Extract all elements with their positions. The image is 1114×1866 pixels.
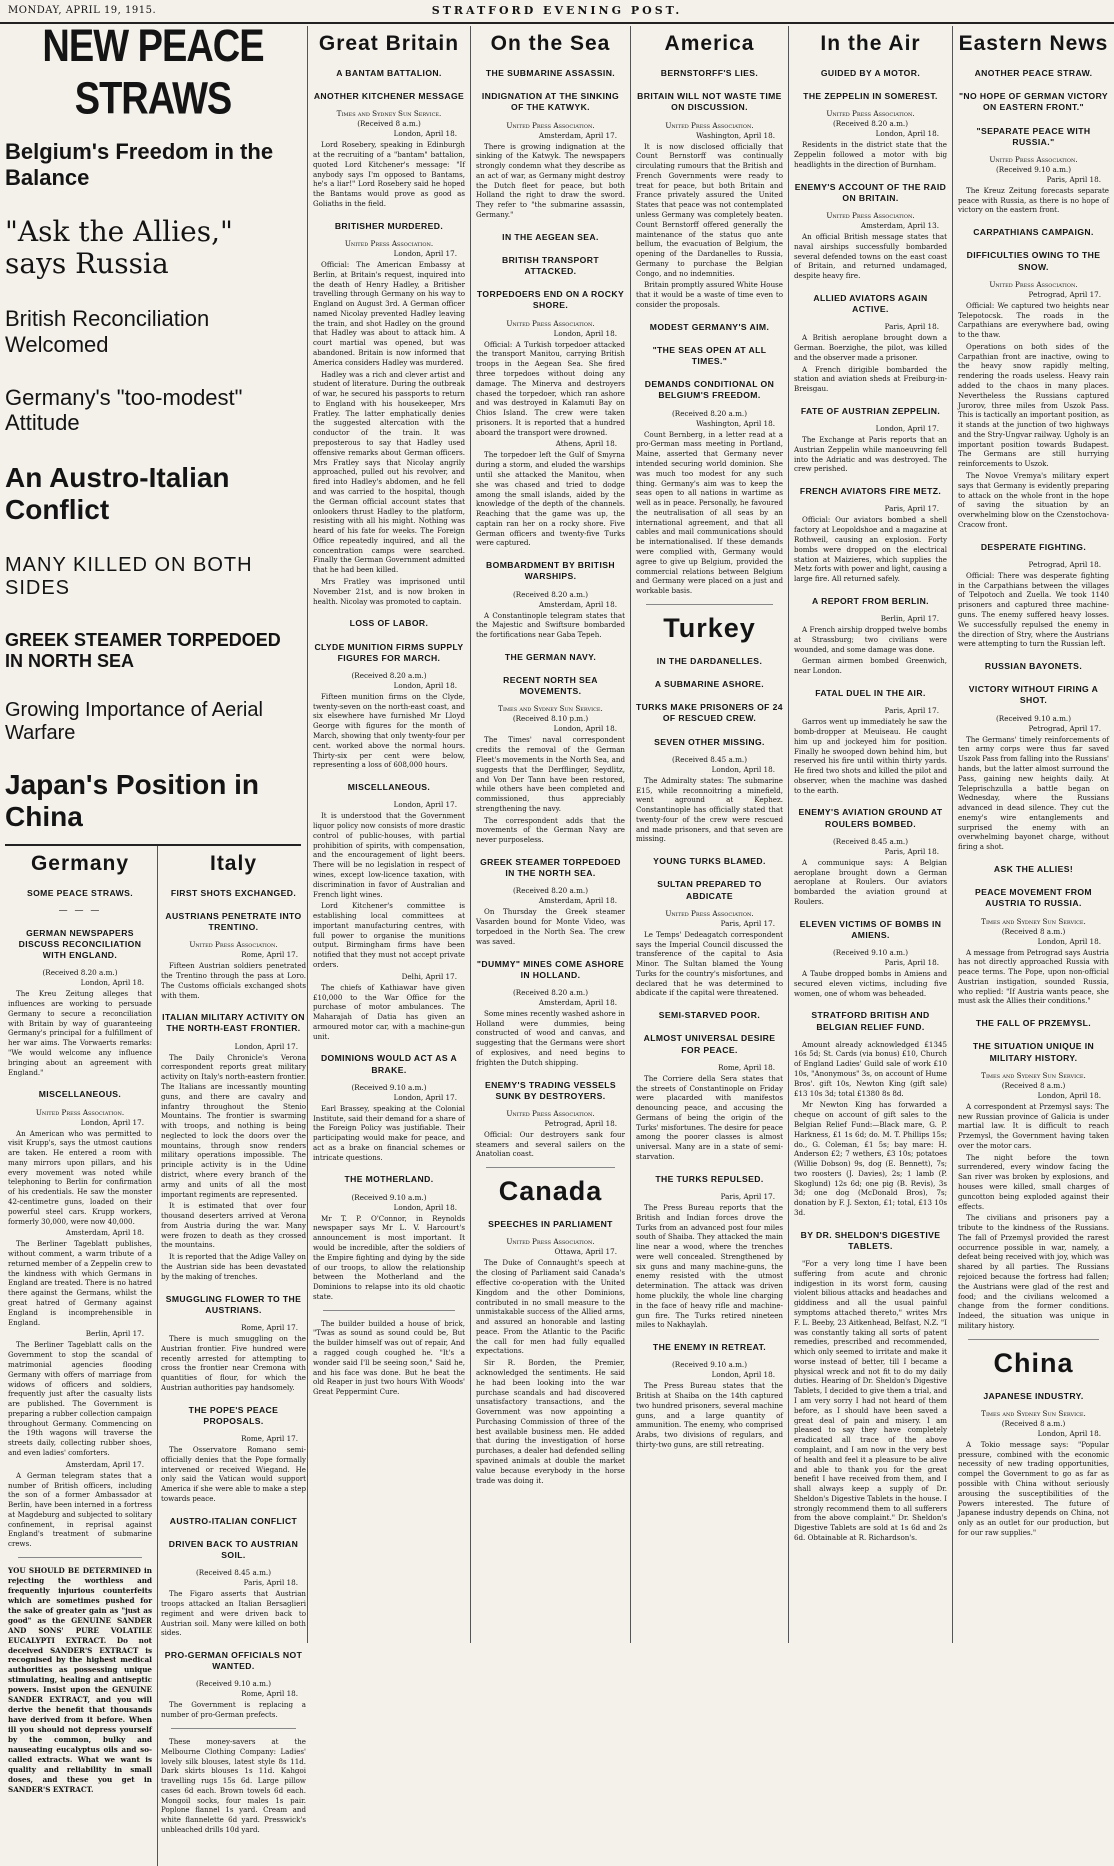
article-heading: THE TURKS REPULSED. bbox=[655, 1173, 764, 1184]
article-heading: LOSS OF LABOR. bbox=[349, 618, 429, 629]
agency-credit: United Press Association. bbox=[665, 908, 754, 918]
article-text: The Osservatore Romano semi-officially denies that the Pope formally intervened or received Wiegand. He only said the Vatican would support America if she were able to make a step towards peace. bbox=[161, 1444, 306, 1503]
dateline: Paris, April 18. bbox=[884, 846, 939, 856]
dateline: Rome, April 17. bbox=[241, 1322, 298, 1332]
received-time: (Received 9.10 a.m.) bbox=[995, 713, 1071, 723]
article-text: A French airship dropped twelve bombs at Strassburg; two civilians were wounded, and some damage was done. bbox=[794, 625, 947, 654]
dateline: Petrograd, April 17. bbox=[1028, 723, 1101, 733]
headline-main: NEW PEACE STRAWS bbox=[42, 21, 264, 125]
dateline: Amsterdam, April 18. bbox=[65, 1228, 144, 1238]
rule bbox=[171, 1728, 296, 1729]
agency-credit: Times and Sydney Sun Service. bbox=[981, 916, 1086, 926]
received-time: (Received 8.45 a.m.) bbox=[832, 836, 908, 846]
dateline: London, April 17. bbox=[875, 424, 939, 434]
article-text: The Corriere della Sera states that the streets of Constantinople on Friday were placarded with manifestos denouncing peace, and accusing the Germans of being the origin of the Turks' misfortunes. The desire for peace among the poorer classes is almost universal. Many are in a state of semi-starvation. bbox=[636, 1073, 783, 1162]
dateline: London, April 17. bbox=[234, 1041, 298, 1051]
section-caption-america: America bbox=[664, 32, 755, 55]
headline-belgium: Belgium's Freedom in the Balance bbox=[5, 139, 274, 190]
article-heading: JAPANESE INDUSTRY. bbox=[983, 1390, 1084, 1401]
article-heading: IN THE DARDANELLES. bbox=[656, 655, 763, 666]
article-text: Garros went up immediately he saw the bomb-dropper at Meuiseau. He caught him up and jockeyed him for position. Finally he swooped down behind him, but reserved his fire until within thirty yards. He fired two shots and killed the pilot and observer, when the machine was dashed to the earth. bbox=[794, 717, 947, 795]
article-text: A Constantinople telegram states that the Majestic and Swiftsure bombarded the fortifications near Gaba Tepeh. bbox=[476, 610, 625, 640]
headline-many-killed: MANY KILLED ON BOTH SIDES bbox=[5, 553, 253, 599]
article-heading: IN THE AEGEAN SEA. bbox=[502, 231, 599, 242]
in-the-air-column bbox=[788, 26, 952, 1643]
received-time: (Received 8.20 a.m.) bbox=[351, 670, 427, 680]
received-time: (Received 9.10 a.m.) bbox=[995, 164, 1071, 174]
article-text: It is now disclosed officially that Count Bernstorff was continually circulating rumours that the British and French Governments were ready to treat for peace, but both Britain and France privately assured the United States that peace was not contemplated unless Germany was completely beaten. Count Bernstorff offered generally the maintenance of the status quo ante bellum, the evacuation of Belgium, the opening of the Dardanelles to Russia, Germany to purchase the Belgian Congo, and no indemnities. bbox=[636, 141, 783, 278]
article-text: The Berliner Tageblatt calls on the Government to stop the scandal of matrimonial agencies flooding Germany with offers of marriage from widows of officers and soldiers, frequently just after the casualty lists are published. The Government is preparing a rubber collection campaign throughout Germany. Commencing on the 19th wagons will traverse the streets daily, collecting rubber shoes, and even ladies' comforters. bbox=[8, 1340, 152, 1457]
article-text: The chiefs of Kathiawar have given £10,000 to the War Office for the purchase of motor ambulances. The Maharajah of Datia has given an armoured motor car, with a machine-gun unit. bbox=[313, 982, 465, 1041]
article-heading: BRITAIN WILL NOT WASTE TIME ON DISCUSSION. bbox=[637, 91, 782, 113]
article-text: Earl Brassey, speaking at the Colonial Institute, said their demand for a share of the Foreign Policy was justifiable. Their participating would make for peace, and act as a brake on financial schemes or intricate questions. bbox=[313, 1103, 465, 1162]
article-heading: STRATFORD BRITISH AND BELGIAN RELIEF FUND. bbox=[811, 1010, 930, 1032]
article-text: The Novoe Vremya's military expert says that Germany is evidently preparing to attack on the whole front in the hope of saving the situation by an overwhelming blow on the Czenstochova-Cracow front. bbox=[958, 471, 1109, 529]
received-time: (Received 8 a.m.) bbox=[1001, 926, 1066, 936]
article-text: The Press Bureau states that the British at Shaiba on the 14th captured two hundred prisoners, several machine guns, and a large quantity of ammunition. The enemy, who comprised Arabs, two divisions of regulars, and thirty-two guns, are still retreating. bbox=[636, 1381, 783, 1449]
article-heading: MISCELLANEOUS. bbox=[347, 782, 431, 793]
article-heading: DRIVEN BACK TO AUSTRIAN SOIL. bbox=[168, 1538, 299, 1561]
dateline: Amsterdam, April 18. bbox=[538, 997, 617, 1007]
article-heading: TURKS MAKE PRISONERS OF 24 OF RESCUED CREW. bbox=[636, 702, 783, 724]
advertisement-text: The builder builded a house of brick, "Twas as sound as sound could be, But the builder himself was out of repair, And a ragged cough coughed he. "It's a wonder said I'll be seeing soon," Said he, and his face was done. But he beat the old Reaper in just two hours With Woods' Great Peppermint Cure. bbox=[313, 1318, 465, 1397]
advertisement-text: These money-savers at the Melbourne Clothing Company: Ladies' lovely silk blouses, latest style 8s 11d. Dark skirts blouses 1s 11d. Kahgoi travelling rugs 15s 6d. Large pillow cases 6d each. Brown towels 6d each. Mongoil socks, four males 1s pair. Poplone flannel 1s yard. Cream and white flannelette 6d yard. Presswick's unbleached drills 10d yard. bbox=[161, 1737, 306, 1835]
article-text: The night before the town surrendered, every window facing the San river was broken by explosions, and houses were killed, small charges of guncotton being exploded against their effects. bbox=[958, 1152, 1109, 1211]
received-time: (Received 8.45 a.m.) bbox=[671, 754, 747, 764]
article-text: Mrs Fratley was imprisoned until November 21st, and is now broken in health. Nicolay was promoted to captain. bbox=[313, 576, 465, 606]
dateline: London, April 18. bbox=[711, 1370, 775, 1380]
issue-date: MONDAY, APRIL 19, 1915. bbox=[8, 5, 157, 16]
dateline: London, April 18. bbox=[875, 129, 939, 139]
article-heading: AUSTRO-ITALIAN CONFLICT bbox=[169, 1515, 298, 1526]
dateline: London, April 18. bbox=[711, 764, 775, 774]
agency-credit: United Press Association. bbox=[989, 154, 1078, 164]
advertisement-text: YOU SHOULD BE DETERMINED in rejecting the worthless and frequently injurious counterfeits which are sometimes pushed for the sake of greater gain as "just as good" as the GENUINE SANDER AND SONS' PURE VOLATILE EUCALYPTI EXTRACT. Do not deceived SANDER'S EXTRACT is recognised by the highest medical authorities as possessing unique stimulating, healing and antiseptic powers. Insist upon the GENUINE SANDER EXTRACT, and you will derive the benefit that thousands have derived from it before. When ill you should not depress yourself by the common, bulky and nauseating eucalyptus oils and so-called extracts. What we want is quality and reliability in small doses, and these you get in SANDER'S EXTRACT. bbox=[8, 1566, 152, 1794]
received-time: (Received 8 a.m.) bbox=[357, 119, 421, 129]
article-text: A correspondent at Przemysl says: The new Russian province of Galicia is under martial law. It is difficult to reach Przemysl, the Government having taken over the motor cars. bbox=[958, 1101, 1109, 1150]
article-heading: RUSSIAN BAYONETS. bbox=[984, 661, 1083, 672]
article-heading: ENEMY'S TRADING VESSELS SUNK BY DESTROYERS. bbox=[484, 1079, 617, 1101]
received-time: (Received 9.10 a.m.) bbox=[195, 1679, 271, 1689]
article-text: The Germans' timely reinforcements of ten army corps were thus far saved Uszok Pass from falling into the Russians' hands, but the latter almost surround the Pass, gaining new heights daily. At Teleprischzulla a battle began on Wednesday, where the Russians advanced in dead silence. They cut the enemy's wire entanglements and surprised the enemy with an overwhelming bayonet charge, without firing a shot. bbox=[958, 734, 1109, 852]
article-text: A British aeroplane brought down a German. Boerzighe, the pilot, was killed and the observer made a prisoner. bbox=[794, 333, 947, 362]
article-text: Mr Newton King has forwarded a cheque on account of gift sales to the Belgian Relief Fund:—Black mare, G. P. Harkness, £1 1s 6d; do. M. T. Phillips 15s; do., G. Coleman, £1 5s; bay mare: H. Anderson £2; 7 wethers, £3 10s; potatoes (Willie Dobson) 9s, dog (E. Bennett), 7s; two roosters (J. Davies), 2s; 1 lamb (P. Skoglund) 12s 6d; one pig (B. Revis), 3s 3d; one dog (McDonald Bros), 7s; donation by F. J. Sexton, £1; total, £13 10s 3d. bbox=[794, 1100, 947, 1217]
dateline: London, April 18. bbox=[553, 328, 617, 338]
rule bbox=[646, 604, 773, 605]
dateline: London, April 18. bbox=[1037, 936, 1101, 946]
received-time: (Received 8.10 p.m.) bbox=[512, 714, 589, 724]
dateline: Amsterdam, April 13. bbox=[860, 221, 939, 231]
agency-credit: United Press Association. bbox=[826, 109, 915, 119]
article-heading: BY DR. SHELDON'S DIGESTIVE TABLETS. bbox=[800, 1229, 941, 1251]
article-text: The correspondent adds that the movements of the German Navy are never purposeless. bbox=[476, 815, 625, 845]
article-text: Count Bernberg, in a letter read at a pro-German mass meeting in Portland, Maine, asserted that Germany never intended securing world dominion. She was much too modest for any such thing. Germany's aim was to keep the seas open to all nations in wartime as well as in peace. Personally, he favoured the neutralisation of all seas by an international agreement, and that all cables and mail communications should be internationalised. If these demands were complied with, Germany would agree to give up Belgium, provided the commercial relations between Belgium and Germany were placed on a just and workable basis. bbox=[636, 429, 783, 596]
article-heading: ALLIED AVIATORS AGAIN ACTIVE. bbox=[813, 292, 928, 315]
article-text: A Tokio message says: "Popular pressure, combined with the economic necessity of new trading opportunities, compel the Government to go as far as possible with China without seriously arousing the susceptibilities of the Powers interested. The future of Japanese industry depends on China, not only as an outlet for our production, but for our raw supplies." bbox=[958, 1439, 1109, 1537]
article-text: Fifteen munition firms on the Clyde, twenty-seven on the north-east coast, and six elsewhere have furnished Mr Lloyd George with figures for the month of March, showing that only twenty-four per cent. worked above the normal hours. Thirty-six per cent were below, representing a loss of 608,000 hours. bbox=[313, 691, 465, 770]
agency-credit: United Press Association. bbox=[826, 211, 915, 221]
article-heading: THE SITUATION UNIQUE IN MILITARY HISTORY. bbox=[972, 1041, 1095, 1063]
article-text: It is estimated that over four thousand deserters arrived at Verona from Austria during the war. Many were frozen to death as they crossed the mountains. bbox=[161, 1201, 306, 1250]
article-text: Official: We captured two heights near Telepotocsk. The roads in the Carpathians are everywhere bad, owing to the thaw. bbox=[958, 300, 1109, 340]
italy-column bbox=[157, 846, 309, 1866]
article-heading: SMUGGLING FLOWER TO THE AUSTRIANS. bbox=[165, 1293, 302, 1315]
article-heading: DIFFICULTIES OWING TO THE SNOW. bbox=[966, 250, 1101, 272]
dateline: Amsterdam, April 17. bbox=[538, 130, 617, 140]
newspaper-title: STRATFORD EVENING POST. bbox=[431, 4, 683, 17]
dateline: Amsterdam, April 18. bbox=[538, 896, 617, 906]
article-heading: RECENT NORTH SEA MOVEMENTS. bbox=[503, 675, 598, 697]
article-heading: ITALIAN MILITARY ACTIVITY ON THE NORTH-EAST FRONTIER. bbox=[162, 1012, 305, 1034]
article-heading: "THE SEAS OPEN AT ALL TIMES." bbox=[652, 344, 767, 367]
article-heading: THE MOTHERLAND. bbox=[344, 1174, 434, 1185]
article-heading: ANOTHER PEACE STRAW. bbox=[974, 68, 1093, 78]
headline-austro-italian: An Austro-Italian Conflict bbox=[5, 461, 230, 525]
dateline: London, April 18. bbox=[393, 1202, 457, 1212]
dateline: London, April 17. bbox=[393, 1092, 457, 1102]
agency-credit: United Press Association. bbox=[989, 279, 1078, 289]
article-text: An official British message states that naval airships successfully bombarded several defended towns on the east coast of Britain, and returned undamaged, despite heavy fire. bbox=[794, 232, 947, 281]
rule bbox=[968, 1339, 1099, 1340]
received-time: (Received 8 a.m.) bbox=[1001, 1418, 1066, 1428]
article-heading: THE FALL OF PRZEMYSL. bbox=[975, 1018, 1092, 1029]
agency-credit: United Press Association. bbox=[506, 1108, 595, 1118]
article-text: The Times' naval correspondent credits the removal of the German Fleet's movements in the North Sea, and suggests that the Derfflinger, Seydlitz, and Von Der Tann have been restored, while others have been completed and commissioned, thus appreciably strengthening the navy. bbox=[476, 735, 625, 813]
germany-column bbox=[5, 846, 155, 1866]
article-heading: SPEECHES IN PARLIAMENT bbox=[488, 1219, 613, 1230]
dateline: Paris, April 17. bbox=[720, 918, 775, 928]
headline-aerial-warfare: Growing Importance of Aerial Warfare bbox=[5, 699, 263, 745]
article-heading: GERMAN NEWSPAPERS DISCUSS RECONCILIATION WITH ENGLAND. bbox=[18, 927, 142, 961]
article-heading: GREEK STEAMER TORPEDOED IN THE NORTH SEA. bbox=[480, 857, 621, 879]
agency-credit: Times and Sydney Sun Service. bbox=[336, 109, 442, 119]
article-heading: TORPEDOERS END ON A ROCKY SHORE. bbox=[476, 289, 625, 311]
agency-credit: United Press Association. bbox=[506, 120, 595, 130]
dateline: London, April 18. bbox=[553, 724, 617, 734]
article-text: Britain promptly assured White House that it would be a waste of time even to consider the proposals. bbox=[636, 280, 783, 310]
article-text: Mr T. P. O'Connor, in Reynolds newspaper says Mr L. V. Harcourt's announcement is most important. It would be incredible, after the soldiers of the Empire fighting and dying by the side of our troops, to allow the relationship between the Motherland and the Dominions to relapse into its old chaotic state. bbox=[313, 1213, 465, 1301]
article-text: The Kreu Zeitung alleges that influences are working to persuade Germany to secure a reconciliation with Britain by way of guaranteeing Germany's principal for a fulfillment of her war aims. The Vorwaerts remarks: "We would welcome any influence bringing about an agreement with England." bbox=[8, 989, 152, 1077]
article-heading: PEACE MOVEMENT FROM AUSTRIA TO RUSSIA. bbox=[975, 887, 1092, 909]
agency-credit: United Press Association. bbox=[35, 1107, 125, 1117]
article-heading: SOME PEACE STRAWS. bbox=[26, 887, 134, 898]
article-heading: ENEMY'S AVIATION GROUND AT ROULERS BOMBED. bbox=[798, 807, 943, 829]
headline-greek-steamer: GREEK STEAMER TORPEDOED IN NORTH SEA bbox=[5, 629, 281, 671]
article-text: Some mines recently washed ashore in Holland were dummies, being constructed of wood and canvas, and suggesting that the Germans were short of explosives, and need begins to frighten the Dutch shipping. bbox=[476, 1008, 625, 1067]
dateline: Rome, April 18. bbox=[241, 1689, 298, 1699]
agency-credit: United Press Association. bbox=[665, 120, 754, 130]
article-heading: "NO HOPE OF GERMAN VICTORY ON EASTERN FRONT." bbox=[958, 91, 1109, 113]
article-heading: THE ZEPPELIN IN SOMEREST. bbox=[803, 91, 938, 102]
article-text: A communique says: A Belgian aeroplane brought down a German aeroplane at Roulers. Our aviators bombarded the aviation ground at Roulers. bbox=[794, 857, 947, 906]
headline-germany-attitude: Germany's "too-modest" Attitude bbox=[5, 384, 243, 436]
received-time: (Received 9.10 a.m.) bbox=[351, 1082, 427, 1092]
article-text: The torpedoer left the Gulf of Smyrna during a storm, and eluded the warships until she attacked the Manitou, when she was chased and tried to dodge among the small islands, aided by the knowledge of the depth of the channels. Reaching that the game was up, the captain ran her on a rocky shore. Five German officers and twenty-five Turks were captured. bbox=[476, 450, 625, 548]
article-heading: DEMANDS CONDITIONAL ON BELGIUM'S FREEDOM. bbox=[644, 379, 775, 401]
article-heading: AUSTRIANS PENETRATE INTO TRENTINO. bbox=[165, 910, 302, 932]
article-text: Lord Rosebery, speaking in Edinburgh at the recruiting of a "bantam" battalion, quoted Lord Kitchener's message: "If anybody says I'm opposed to Bantams, he's a liar!" Lord Rosebery said he hoped the Bantams would prove as good as Goliaths in the field. bbox=[313, 140, 465, 209]
received-time: (Received 8.20 a.m.) bbox=[512, 987, 588, 997]
article-heading: THE SUBMARINE ASSASSIN. bbox=[485, 68, 616, 78]
advertisement-text: "For a very long time I have been suffering from acute and chronic indigestion in its worst form, causing violent bilious attacks and headaches and giddiness and all the usual painful symptoms attached thereto," writes Mrs F. L. Beeby, 23 Aitkenhead, Belfast, N.Z. "I was constantly taking all sorts of patent remedies, prescribed and recommended, which only seemed to irritate and make it worse instead of better, till I became a physical wreck and not fit to do my daily duties. Hearing of Dr. Sheldon's Digestive Tablets, I decided to give them a trial, and I am very sorry I had not heard of them before, as I should have been saved a great deal of pain and misery. I am pleased to say they have completely eradicated all trace of the above complaint, and I am now in the very best of health and feel it a pleasure to be alive and able to thank you for the great benefit I have received from them, and I shall always keep a supply of Dr. Sheldon's Digestive Tablets in the house. I strongly recommend them to all sufferers from the above complaint." Dr. Sheldon's Digestive Tablets are sold at 1s 6d and 2s 6d. Obtainable at R. Richardson's. bbox=[794, 1259, 947, 1542]
dateline: Athens, April 18. bbox=[555, 439, 617, 449]
article-text: Lord Kitchener's committee is establishing local committees at important manufacturing centres, with full power to organise the munitions output. Birmingham firms have been notified that they must not accept private orders. bbox=[313, 901, 465, 969]
dateline: Amsterdam, April 18. bbox=[538, 599, 617, 609]
agency-credit: United Press Association. bbox=[344, 238, 434, 248]
article-text: Official: A Turkish torpedoer attacked the transport Manitou, carrying British troops in the Aegean Sea. She fired three torpedoes without doing any damage. The Minerva and destroyers chased the torpedoer, which ran ashore and was destroyed in Kalamuti Bay on Chios Island. The crew were taken prisoners. It is reported that a hundred aboard the transport were drowned. bbox=[476, 339, 625, 437]
dateline: London, April 17. bbox=[80, 1117, 144, 1127]
received-time: (Received 9.10 a.m.) bbox=[832, 948, 908, 957]
received-time: (Received 9.10 a.m.) bbox=[671, 1360, 747, 1370]
article-text: Residents in the district state that the Zeppelin followed a motor with big headlights in the direction of Burnham. bbox=[794, 140, 947, 169]
article-text: On Thursday the Greek steamer Vasarden bound for Monte Video, was torpedoed in the North Sea. The crew was saved. bbox=[476, 907, 625, 946]
article-text: The Duke of Connaught's speech at the closing of Parliament said Canada's effective co-operation with the United Kingdom and the other Dominions, contributed in no small measure to the unmistakable success of the Allied arms, and assured an honorable and lasting peace. From the Atlantic to the Pacific the call for men had fully equalled expectations. bbox=[476, 1258, 625, 1356]
article-text: There is much smuggling on the Austrian frontier. Five hundred were recently arrested for attempting to cross the frontier near Cremona with quantities of flour, for which the Austrian authorities pay handsomely. bbox=[161, 1333, 306, 1392]
section-caption-canada: Canada bbox=[498, 1176, 603, 1207]
dateline: Paris, April 18. bbox=[243, 1578, 298, 1588]
dateline: Paris, April 18. bbox=[1046, 174, 1101, 184]
article-text: The Press Bureau reports that the British and Indian forces drove the Turks from an advanced post four miles south of Shaiba. They attacked the main line near a wood, where the trenches were well concealed. Strengthened by six guns and many machine-guns, the enemy resisted with the utmost determination. The attack was driven home pluckily, the whole line charging in the face of heavy rifle and machine-gun fire. The Turks retired nineteen miles to Nakhaylah. bbox=[636, 1202, 783, 1330]
article-heading: SEVEN OTHER MISSING. bbox=[654, 736, 765, 747]
dateline: Rome, April 17. bbox=[241, 1433, 298, 1443]
received-time: (Received 8 a.m.) bbox=[1001, 1080, 1066, 1090]
article-heading: BRITISH TRANSPORT ATTACKED. bbox=[501, 254, 600, 277]
article-text: Hadley was a rich and clever artist and student of literature. During the outbreak of war, he secured his passports to return to England with his housekeeper, Mrs Fratley. The latter emphatically denies the suggested altercation with the conductor of the train. It was preposterous to say that Hadley used offensive remarks about German officers. Mrs Fratley says that Nicolay angrily approached, pulled out his revolver, and fired into Hadley's abdomen, and he fell and was carried to the hospital, though the German official account states that onlookers thrust Hadley to the platform, resisting with all his might. Nothing was heard of his fate for weeks. The Foreign Office repeatedly inquired, and all the concentration camps were searched. Finally the German Government admitted that he had been killed. bbox=[313, 369, 465, 575]
article-text: Amount already acknowledged £1345 16s 5d; St. Cards (via bonus) £10, Church of England Ladies' Guild sale of work £10 10s, "Anonymous" 3s, on account of Hume Bros'. gift 10s, Newton King (gift sale) £13 10s 3d; total £1380 8s 8d. bbox=[794, 1039, 947, 1098]
article-text: There is growing indignation at the sinking of the Katwyk. The newspapers strongly condemn what they describe as an act of war, as Germany might destroy the Dutch fleet for peace, but both Holland the right to draw the sword. They refer to "the submarine assassin, Germany." bbox=[476, 141, 625, 219]
dateline: Petrograd, April 17. bbox=[1028, 289, 1101, 299]
article-heading: DOMINIONS WOULD ACT AS A BRAKE. bbox=[320, 1053, 458, 1075]
article-text: A message from Petrograd says Austria has not directly approached Russia with peace terms. The Pope, upon non-official Austrian instigation, sounded Russia, who replied: "If Austria wants peace, she must ask the Allies their conditions." bbox=[958, 947, 1109, 1006]
eastern-news-column bbox=[952, 26, 1114, 1643]
received-time: (Received 8.20 a.m.) bbox=[671, 408, 747, 418]
article-heading: CLYDE MUNITION FIRMS SUPPLY FIGURES FOR MARCH. bbox=[314, 641, 464, 663]
article-text: The Berliner Tageblatt publishes, without comment, a warm tribute of a returned member of a Zeppelin crew to the kindness with which Germans in England are treated. There is no hatred there against the Germans, whilst the great hatred of Germany against England is incomprehensible in England. bbox=[8, 1239, 152, 1327]
article-text: Operations on both sides of the Carpathian front are inactive, owing to the heavy snow rapidly melting, rendering the roads useless. Heavy rain added to the chaos in many places. Nevertheless the Russians captured Jurorov, three miles from Uszok Pass. This is tactically an important position, as it stands at the junction of two highways and the Stry-Ungvar railway. Ugholy is an important position towards Budapest. The Germans are still hurrying reinforcements to Uszok. bbox=[958, 341, 1109, 469]
dateline: London, April 18. bbox=[393, 129, 457, 139]
dateline: Rome, April 17. bbox=[241, 950, 298, 960]
article-text: The Daily Chronicle's Verona correspondent reports great military activity on Italy's north-eastern frontier. The Italians are incessantly mounting guns, and there are cavalry and infantry throughout the Stenio Mountains. The frontier is swarming with troops, and nothing is being neglected to lock the doors over the mountains, through snow renders military operations impossible. The principle activity is in the Udine district, where every branch of the army and units of all the most important regiments are represented. bbox=[161, 1052, 306, 1199]
article-heading: THE GERMAN NAVY. bbox=[504, 651, 597, 662]
article-heading: DESPERATE FIGHTING. bbox=[980, 541, 1087, 552]
headline-japan: Japan's Position in China bbox=[5, 769, 260, 833]
article-heading: VICTORY WITHOUT FIRING A SHOT. bbox=[968, 684, 1099, 706]
headline-russia: "Ask the Allies," says Russia bbox=[5, 214, 233, 281]
section-caption-sea: On the Sea bbox=[490, 32, 611, 55]
dateline: London, April 17. bbox=[393, 248, 457, 258]
article-text: A German telegram states that a number of British officers, including the son of a former Ambassador at Berlin, have been interned in a fortress at Magdeburg and subjected to solitary confinement, in reprisal against England's treatment of submarine crews. bbox=[8, 1470, 152, 1549]
section-caption-eastern: Eastern News bbox=[958, 32, 1109, 55]
dateline: Petrograd, April 18. bbox=[1028, 559, 1101, 569]
article-heading: ANOTHER KITCHENER MESSAGE bbox=[313, 91, 465, 102]
dateline: Paris, April 17. bbox=[720, 1191, 775, 1201]
article-text: Sir R. Borden, the Premier, acknowledged the sentiments. He said he had been looking into the war purchase scandals and had discovered unsatisfactory transactions, and the Government was now appointing a Purchasing Commission of three of the best available business men. He added that during the investigation of horse purchases, a dealer had defended selling spavined animals at double the market value because everybody in the horse trade was doing it. bbox=[476, 1358, 625, 1485]
article-heading: THE POPE'S PEACE PROPOSALS. bbox=[188, 1404, 279, 1426]
article-text: Le Temps' Dedeagatch correspondent says the Imperial Council discussed the transference of the capital to Asia Minor. The Sultan blamed the Young Turks for the country's misfortunes, and declared that he was determined to abdicate if the capital were threatened. bbox=[636, 929, 783, 998]
article-heading: BRITISHER MURDERED. bbox=[334, 220, 444, 231]
article-heading: FIRST SHOTS EXCHANGED. bbox=[170, 887, 297, 898]
article-heading: A SUBMARINE ASHORE. bbox=[654, 679, 765, 690]
dateline: Paris, April 18. bbox=[884, 322, 939, 332]
article-heading: SEMI-STARVED POOR. bbox=[658, 1010, 761, 1021]
received-time: (Received 8.45 a.m.) bbox=[195, 1568, 271, 1578]
article-text: The Exchange at Paris reports that an Austrian Zeppelin while manoeuvring fell into the Adriatic and was destroyed. The crew perished. bbox=[794, 435, 947, 474]
divider: — — — bbox=[58, 905, 102, 916]
article-text: The civilians and prisoners pay a tribute to the kindness of the Russians. The fall of Przemysl provided the rarest occurrence possible in war, namely, a defeat being received with joy, which was shared by all parties. The Russians rejoiced because the fortress had fallen; the Austrians were glad of the rest and food; and the civilians welcomed a change from the former conditions. Indeed, the situation was unique in military history. bbox=[958, 1213, 1109, 1330]
article-text: The Admiralty states: The submarine E15, while reconnoitring a minefield, went aground at Kephez. Constantinople has officially stated that twenty-four of the crew were rescued and made prisoners, and that seven are missing. bbox=[636, 775, 783, 844]
received-time: (Received 8.20 a.m.) bbox=[512, 589, 588, 599]
section-caption-germany: Germany bbox=[30, 851, 130, 875]
article-text: A Taube dropped bombs in Amiens and secured eleven victims, including five women, one of whom was beheaded. bbox=[794, 969, 947, 998]
dateline: London, April 18. bbox=[1037, 1090, 1101, 1100]
dateline: Petrograd, April 18. bbox=[544, 1118, 617, 1128]
agency-credit: Times and Sydney Sun Service. bbox=[981, 1070, 1086, 1080]
article-text: A French dirigible bombarded the station and aviation sheds at Freiburg-in-Breisgau. bbox=[794, 364, 947, 394]
section-caption-air: In the Air bbox=[820, 32, 921, 55]
dateline: Washington, April 18. bbox=[696, 418, 775, 428]
article-text: Official: There was desperate fighting in the Carpathians between the villages of Telpotoch and Zuella. We took 1140 prisoners and captured three machine-guns. The enemy suffered heavy losses. We successfully repulsed the enemy in the direction of Stry, where the Austrians were attempting to turn the Russian left. bbox=[958, 570, 1109, 649]
article-heading: MODEST GERMANY'S AIM. bbox=[649, 321, 770, 332]
lead-column bbox=[0, 21, 306, 1835]
article-heading: SULTAN PREPARED TO ABDICATE bbox=[657, 879, 762, 901]
dateline: Amsterdam, April 17. bbox=[65, 1459, 144, 1469]
dateline: London, April 18. bbox=[393, 680, 457, 690]
dateline: Berlin, April 17. bbox=[85, 1329, 144, 1339]
dateline: Rome, April 18. bbox=[718, 1062, 775, 1072]
section-caption-turkey: Turkey bbox=[663, 612, 756, 643]
article-text: It is reported that the Adige Valley on the Austrian side has been devastated by the making of trenches. bbox=[161, 1252, 306, 1281]
article-heading: CARPATHIANS CAMPAIGN. bbox=[973, 227, 1094, 238]
article-heading: BOMBARDMENT BY BRITISH WARSHIPS. bbox=[486, 560, 615, 582]
article-text: The Kreuz Zeitung forecasts separate peace with Russia, as there is no hope of victory on the eastern front. bbox=[958, 185, 1109, 215]
agency-credit: Times and Sydney Sun Service. bbox=[498, 704, 603, 714]
article-heading: ALMOST UNIVERSAL DESIRE FOR PEACE. bbox=[643, 1033, 776, 1055]
article-heading: THE ENEMY IN RETREAT. bbox=[652, 1342, 767, 1353]
article-text: Official: The American Embassy at Berlin, at Britain's request, inquired into the death of Henry Hadley, a Britisher travelling through Germany on his way to England on August 3rd. A German officer named Nicolay prevented Hadley leaving the train, and shot Hadley on the ground that Hadley was about to attack him. A court martial was opened, but was abandoned. Britain is now informed that America considers Hadley was murdered. bbox=[313, 259, 465, 367]
article-heading: MISCELLANEOUS. bbox=[38, 1089, 122, 1100]
article-text: German airmen bombed Greenwich, near London. bbox=[794, 656, 947, 676]
agency-credit: United Press Association. bbox=[189, 940, 278, 950]
dateline: London, April 18. bbox=[80, 978, 144, 988]
article-text: Official: Our aviators bombed a shell factory at Leopoldshoe and a magazine at Rothweil, causing an explosion. Forty bombs were dropped on the electrical station at Maizieres, which supplies the Metz forts with power and light, causing a large fire. All returned safely. bbox=[794, 515, 947, 584]
received-time: (Received 9.10 a.m.) bbox=[351, 1192, 427, 1202]
article-heading: A REPORT FROM BERLIN. bbox=[812, 595, 929, 606]
article-heading: "DUMMY" MINES COME ASHORE IN HOLLAND. bbox=[476, 958, 625, 980]
article-text: The Government is replacing a number of pro-German prefects. bbox=[161, 1700, 306, 1720]
dateline: London, April 17. bbox=[393, 800, 457, 810]
article-heading: GUIDED BY A MOTOR. bbox=[820, 68, 921, 78]
section-caption-britain: Great Britain bbox=[318, 32, 460, 55]
rule bbox=[18, 1557, 142, 1558]
article-heading: YOUNG TURKS BLAMED. bbox=[653, 856, 766, 867]
article-heading: ELEVEN VICTIMS OF BOMBS IN AMIENS. bbox=[799, 918, 942, 940]
article-text: Fifteen Austrian soldiers penetrated the Trentino through the pass at Loro. The Customs officials exchanged shots with them. bbox=[161, 961, 306, 1000]
dateline: Paris, April 17. bbox=[884, 504, 939, 514]
on-the-sea-column bbox=[470, 26, 630, 1643]
great-britain-column bbox=[307, 26, 470, 1643]
article-heading: ENEMY'S ACCOUNT OF THE RAID ON BRITAIN. bbox=[794, 181, 947, 203]
rule bbox=[323, 1310, 455, 1311]
article-heading: ASK THE ALLIES! bbox=[993, 864, 1074, 874]
dateline: Ottawa, April 17. bbox=[554, 1247, 617, 1257]
dateline: Washington, April 18. bbox=[696, 130, 775, 140]
article-heading: FATE OF AUSTRIAN ZEPPELIN. bbox=[800, 405, 941, 416]
agency-credit: Times and Sydney Sun Service. bbox=[981, 1408, 1086, 1418]
headline-reconciliation: British Reconciliation Welcomed bbox=[5, 306, 210, 357]
received-time: (Received 8.20 a.m.) bbox=[832, 119, 908, 129]
article-heading: BERNSTORFF'S LIES. bbox=[660, 68, 759, 78]
america-column bbox=[630, 26, 788, 1643]
dateline: London, April 18. bbox=[1037, 1428, 1101, 1438]
section-caption-italy: Italy bbox=[209, 851, 258, 875]
agency-credit: United Press Association. bbox=[506, 1237, 595, 1247]
dateline: Paris, April 17. bbox=[884, 706, 939, 716]
dateline: Delhi, April 17. bbox=[401, 971, 457, 981]
rule bbox=[486, 1167, 615, 1168]
article-heading: PRO-GERMAN OFFICIALS NOT WANTED. bbox=[164, 1650, 303, 1672]
dateline: Berlin, April 17. bbox=[880, 614, 939, 624]
dateline: Paris, April 18. bbox=[884, 958, 939, 967]
received-time: (Received 8.20 a.m.) bbox=[512, 886, 588, 896]
article-text: The Figaro asserts that Austrian troops attacked an Italian Bersaglieri regiment and were driven back to Austrian soil. Many were killed on both sides. bbox=[161, 1589, 306, 1638]
article-heading: INDIGNATION AT THE SINKING OF THE KATWYK. bbox=[481, 91, 620, 113]
agency-credit: United Press Association. bbox=[506, 318, 595, 328]
section-caption-china: China bbox=[993, 1347, 1074, 1378]
article-text: It is understood that the Government liquor policy now consists of more drastic control of public-houses, with partial prohibition of spirits, with compensation, and the encouragement of light beers. There will be no legislation in respect of wines, except low-licence taxation, with discrimination in favor of Australian and French light wines. bbox=[313, 811, 465, 899]
received-time: (Received 8.20 a.m.) bbox=[42, 968, 118, 978]
article-heading: FRENCH AVIATORS FIRE METZ. bbox=[799, 486, 942, 497]
article-heading: FATAL DUEL IN THE AIR. bbox=[815, 687, 926, 698]
article-heading: "SEPARATE PEACE WITH RUSSIA." bbox=[976, 125, 1091, 147]
article-heading: A BANTAM BATTALION. bbox=[336, 68, 442, 78]
article-text: An American who was permitted to visit Krupp's, says the utmost cautions are taken. He entered a room with many mirrors upon pillars, and his every movement was noted while telephoning to Berlin for confirmation of his credentials. He saw the monster 42-centimetre guns, loaded on their powerful steel cars. Krupp workers, formerly 30,000, were now 40,000. bbox=[8, 1128, 152, 1226]
germany-italy-section bbox=[5, 844, 306, 1866]
article-text: Official: Our destroyers sank four steamers and several sailers on the Anatolian coast. bbox=[476, 1129, 625, 1159]
